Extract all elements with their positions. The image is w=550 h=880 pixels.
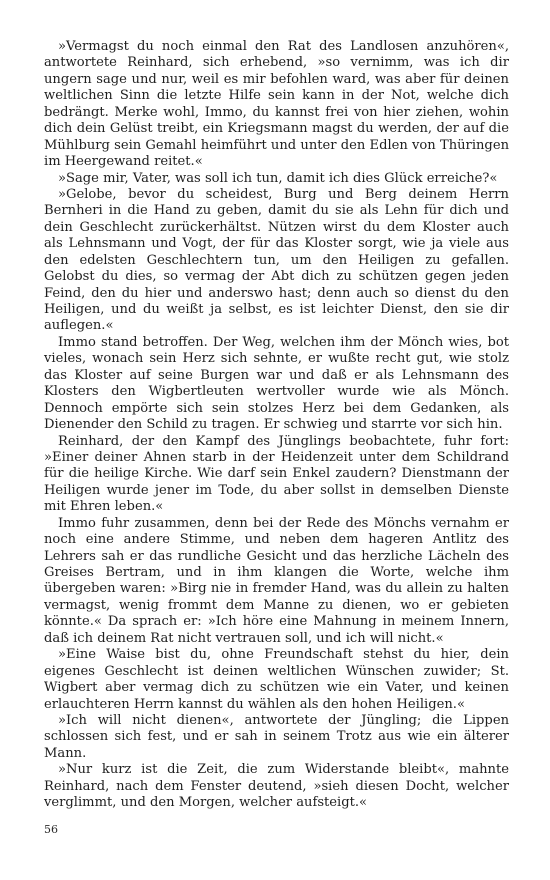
paragraph: »Sage mir, Vater, was soll ich tun, damit ich dies Glück erreiche?« [58, 170, 498, 186]
paragraph: Immo stand betroffen. Der Weg, welchen ihm der Mönch wies, bot vieles, wonach sein Herz sich sehnte, er wußte recht gut, wie stolz das Kloster auf seine Burgen war und daß er als Lehnsmann des Klosters den Wigbertleuten wertvoller wurde wie als Mönch. Dennoch empörte sich sein stolzes Herz bei dem Gedanken, als Dienender den Schild zu tragen. Er schwieg und starrte vor sich hin. [44, 334, 509, 433]
body-text [44, 39, 509, 812]
paragraph: »Gelobe, bevor du scheidest, Burg und Berg deinem Herrn Bernheri in die Hand zu geben, damit du sie als Lehn für dich und dein Geschlecht zurückerhältst. Nützen wirst du dem Kloster auch als Lehnsmann und Vogt, der für das Kloster sorgt, wie ja viele aus den edelsten Geschlechtern tun, um den Heiligen zu gefallen. Gelobst du dies, so vermag der Abt dich zu schützen gegen jeden Feind, den du hier und anderswo hast; denn auch so dienst du den Heiligen, und du weißt ja selbst, es ist leichter Dienst, den sie dir auflegen.« [44, 186, 509, 334]
paragraph: Immo fuhr zusammen, denn bei der Rede des Mönchs vernahm er noch eine andere Stimme, und neben dem hageren Antlitz des Lehrers sah er das rundliche Gesicht und das herzliche Lächeln des Greises Bertram, und in ihm klangen die Worte, welche ihm übergeben waren: »Birg nie in fremder Hand, was du allein zu halten vermagst, wenig frommt dem Manne zu dienen, wo er gebieten könnte.« Da sprach er: »Ich höre eine Mahnung in meinem Innern, daß ich deinem Rat nicht vertrauen soll, und ich will nicht.« [44, 515, 509, 646]
paragraph: Reinhard, der den Kampf des Jünglings beobachtete, fuhr fort: »Einer deiner Ahnen starb in der Heidenzeit unter dem Schildrand für die heilige Kirche. Wie darf sein Enkel zaudern? Dienstmann der Heiligen wurde jener im Tode, du aber sollst in demselben Dienste mit Ehren leben.« [44, 433, 509, 515]
paragraph: »Nur kurz ist die Zeit, die zum Widerstande bleibt«, mahnte Reinhard, nach dem Fenster deutend, »sieh diesen Docht, welcher verglimmt, und den Morgen, welcher aufsteigt.« [44, 762, 509, 811]
paragraph: »Eine Waise bist du, ohne Freundschaft stehst du hier, dein eigenes Geschlecht ist deinen weltlichen Wünschen zuwider; St. Wigbert aber vermag dich zu schützen wie ein Vater, und keinen erlauchteren Herrn kannst du wählen als den hohen Heiligen.« [44, 647, 509, 712]
page-number: 56 [44, 823, 58, 836]
paragraph: »Vermagst du noch einmal den Rat des Landlosen anzuhören«, antwortete Reinhard, sich erhebend, »so vernimm, was ich dir ungern sage und nur, weil es mir befohlen ward, was aber für deinen weltlichen Sinn die letzte Hilfe sein kann in der Not, welche dich bedrängt. Merke wohl, Immo, du kannst frei von hier ziehen, wohin dich dein Gelüst treibt, ein Kriegsmann magst du werden, der auf die Mühlburg sein Gemahl heimführt und unter den Edlen von Thüringen im Heergewand reitet.« [44, 39, 509, 170]
paragraph: »Ich will nicht dienen«, antwortete der Jüngling; die Lippen schlossen sich fest, und er sah in seinem Trotz aus wie ein älterer Mann. [44, 712, 509, 761]
